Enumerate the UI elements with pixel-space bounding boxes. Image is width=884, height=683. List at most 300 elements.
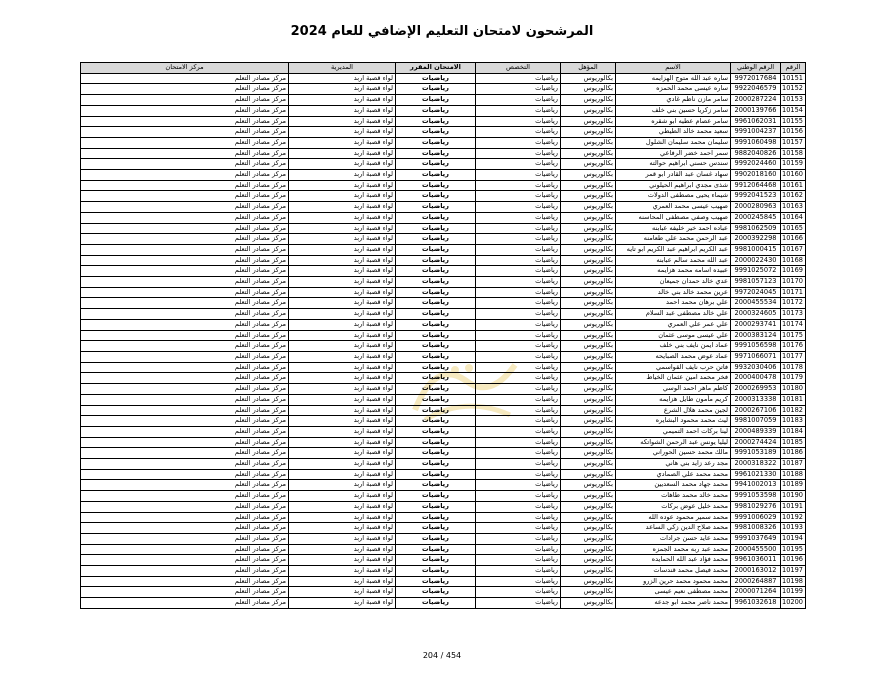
table-row — [81, 491, 806, 502]
directorate-cell: لواء قصبة اربد — [289, 491, 396, 502]
specialization-cell: رياضيات — [476, 330, 561, 341]
specialization-cell: رياضيات — [476, 491, 561, 502]
name-cell: محمد فؤاد عبد الله الحمايده — [616, 555, 731, 566]
name-cell: محمد سمير محمود عوده الله — [616, 512, 731, 523]
name-cell: فخر محمد امين عثمان الخياط — [616, 373, 731, 384]
national-id-cell: 9971066071 — [731, 351, 781, 362]
specialization-cell: رياضيات — [476, 394, 561, 405]
seq: 10200 — [781, 598, 806, 609]
qualification-cell: بكالوريوس — [561, 512, 616, 523]
header-exam: الامتحان المقرر — [396, 63, 476, 74]
table-row — [81, 159, 806, 170]
table-row — [81, 405, 806, 416]
directorate-cell: لواء قصبة اربد — [289, 84, 396, 95]
exam-cell: رياضيات — [396, 544, 476, 555]
national-id-cell: 9961032618 — [731, 598, 781, 609]
name-cell: لينا بركات احمد التميمي — [616, 426, 731, 437]
exam-cell: رياضيات — [396, 298, 476, 309]
national-id-cell: 2000269953 — [731, 384, 781, 395]
directorate-cell: لواء قصبة اربد — [289, 105, 396, 116]
national-id-cell: 9981007059 — [731, 416, 781, 427]
name-cell: عبد الكريم ابراهيم عبد الكريم ابو تايه — [616, 244, 731, 255]
seq: 10174 — [781, 319, 806, 330]
name-cell: محمد محمد علي الصمادي — [616, 469, 731, 480]
seq: 10164 — [781, 212, 806, 223]
exam-center-cell: مركز مصادر التعلم — [81, 480, 289, 491]
table-row — [81, 437, 806, 448]
table-body — [81, 73, 806, 608]
table-row — [81, 469, 806, 480]
qualification-cell: بكالوريوس — [561, 469, 616, 480]
name-cell: محمد فيصل محمد قندسات — [616, 566, 731, 577]
table-row — [81, 459, 806, 470]
seq: 10197 — [781, 566, 806, 577]
table-row — [81, 73, 806, 84]
exam-cell: رياضيات — [396, 362, 476, 373]
seq: 10172 — [781, 298, 806, 309]
seq: 10171 — [781, 287, 806, 298]
specialization-cell: رياضيات — [476, 373, 561, 384]
exam-cell: رياضيات — [396, 116, 476, 127]
qualification-cell: بكالوريوس — [561, 137, 616, 148]
seq: 10158 — [781, 148, 806, 159]
directorate-cell: لواء قصبة اربد — [289, 598, 396, 609]
exam-cell: رياضيات — [396, 266, 476, 277]
seq: 10184 — [781, 426, 806, 437]
specialization-cell: رياضيات — [476, 223, 561, 234]
seq: 10199 — [781, 587, 806, 598]
specialization-cell: رياضيات — [476, 480, 561, 491]
qualification-cell: بكالوريوس — [561, 105, 616, 116]
specialization-cell: رياضيات — [476, 148, 561, 159]
qualification-cell: بكالوريوس — [561, 84, 616, 95]
name-cell: لجين محمد هلال الشرع — [616, 405, 731, 416]
qualification-cell: بكالوريوس — [561, 127, 616, 138]
exam-center-cell: مركز مصادر التعلم — [81, 341, 289, 352]
seq: 10151 — [781, 73, 806, 84]
specialization-cell: رياضيات — [476, 555, 561, 566]
seq: 10178 — [781, 362, 806, 373]
national-id-cell: 2000264887 — [731, 576, 781, 587]
specialization-cell: رياضيات — [476, 459, 561, 470]
directorate-cell: لواء قصبة اربد — [289, 501, 396, 512]
national-id-cell: 9981008326 — [731, 523, 781, 534]
table-row — [81, 319, 806, 330]
qualification-cell: بكالوريوس — [561, 416, 616, 427]
national-id-cell: 9991053598 — [731, 491, 781, 502]
exam-cell: رياضيات — [396, 330, 476, 341]
exam-center-cell: مركز مصادر التعلم — [81, 587, 289, 598]
national-id-cell: 2000280963 — [731, 202, 781, 213]
directorate-cell: لواء قصبة اربد — [289, 448, 396, 459]
seq: 10188 — [781, 469, 806, 480]
exam-cell: رياضيات — [396, 234, 476, 245]
table-row — [81, 84, 806, 95]
directorate-cell: لواء قصبة اربد — [289, 405, 396, 416]
exam-center-cell: مركز مصادر التعلم — [81, 255, 289, 266]
seq: 10168 — [781, 255, 806, 266]
seq: 10162 — [781, 191, 806, 202]
specialization-cell: رياضيات — [476, 426, 561, 437]
exam-cell: رياضيات — [396, 587, 476, 598]
name-cell: شذى مجدي ابراهيم الحيلوني — [616, 180, 731, 191]
seq: 10194 — [781, 533, 806, 544]
specialization-cell: رياضيات — [476, 105, 561, 116]
exam-cell: رياضيات — [396, 255, 476, 266]
directorate-cell: لواء قصبة اربد — [289, 587, 396, 598]
seq: 10179 — [781, 373, 806, 384]
qualification-cell: بكالوريوس — [561, 426, 616, 437]
seq: 10180 — [781, 384, 806, 395]
specialization-cell: رياضيات — [476, 73, 561, 84]
qualification-cell: بكالوريوس — [561, 223, 616, 234]
qualification-cell: بكالوريوس — [561, 501, 616, 512]
specialization-cell: رياضيات — [476, 566, 561, 577]
directorate-cell: لواء قصبة اربد — [289, 426, 396, 437]
name-cell: صهيب عيسى محمد العمري — [616, 202, 731, 213]
qualification-cell: بكالوريوس — [561, 544, 616, 555]
specialization-cell: رياضيات — [476, 469, 561, 480]
directorate-cell: لواء قصبة اربد — [289, 512, 396, 523]
exam-center-cell: مركز مصادر التعلم — [81, 170, 289, 181]
seq: 10153 — [781, 95, 806, 106]
exam-cell: رياضيات — [396, 95, 476, 106]
name-cell: محمد ناصر محمد ابو جدعه — [616, 598, 731, 609]
header-exam-center: مركز الامتحان — [81, 63, 289, 74]
directorate-cell: لواء قصبة اربد — [289, 255, 396, 266]
header-seq: الرقم — [781, 63, 806, 74]
directorate-cell: لواء قصبة اربد — [289, 148, 396, 159]
qualification-cell: بكالوريوس — [561, 277, 616, 288]
name-cell: عبد الرحمن محمد علي طعامنه — [616, 234, 731, 245]
exam-center-cell: مركز مصادر التعلم — [81, 180, 289, 191]
exam-cell: رياضيات — [396, 576, 476, 587]
seq: 10190 — [781, 491, 806, 502]
exam-center-cell: مركز مصادر التعلم — [81, 469, 289, 480]
table-row — [81, 426, 806, 437]
qualification-cell: بكالوريوس — [561, 309, 616, 320]
national-id-cell: 2000274424 — [731, 437, 781, 448]
name-cell: شيماء يحيى مصطفى الدولات — [616, 191, 731, 202]
national-id-cell: 9981057123 — [731, 277, 781, 288]
directorate-cell: لواء قصبة اربد — [289, 170, 396, 181]
specialization-cell: رياضيات — [476, 180, 561, 191]
table-row — [81, 298, 806, 309]
exam-center-cell: مركز مصادر التعلم — [81, 523, 289, 534]
name-cell: ليث محمد محمود البشايره — [616, 416, 731, 427]
table-row — [81, 512, 806, 523]
qualification-cell: بكالوريوس — [561, 95, 616, 106]
directorate-cell: لواء قصبة اربد — [289, 277, 396, 288]
table-row — [81, 330, 806, 341]
qualification-cell: بكالوريوس — [561, 330, 616, 341]
seq: 10177 — [781, 351, 806, 362]
national-id-cell: 2000022430 — [731, 255, 781, 266]
name-cell: عباده احمد خير خليفه عبابنه — [616, 223, 731, 234]
table-row — [81, 533, 806, 544]
directorate-cell: لواء قصبة اربد — [289, 309, 396, 320]
name-cell: محمد جهاد محمد السعديين — [616, 480, 731, 491]
specialization-cell: رياضيات — [476, 501, 561, 512]
qualification-cell: بكالوريوس — [561, 170, 616, 181]
exam-cell: رياضيات — [396, 426, 476, 437]
table-row — [81, 576, 806, 587]
exam-cell: رياضيات — [396, 137, 476, 148]
exam-cell: رياضيات — [396, 416, 476, 427]
exam-cell: رياضيات — [396, 555, 476, 566]
name-cell: محمد خالد محمد طاهات — [616, 491, 731, 502]
name-cell: صهيب وصفي مصطفى المحاسنه — [616, 212, 731, 223]
specialization-cell: رياضيات — [476, 448, 561, 459]
exam-cell: رياضيات — [396, 309, 476, 320]
exam-cell: رياضيات — [396, 459, 476, 470]
table-row — [81, 266, 806, 277]
name-cell: عرين محمد خالد بني خالد — [616, 287, 731, 298]
exam-center-cell: مركز مصادر التعلم — [81, 416, 289, 427]
exam-center-cell: مركز مصادر التعلم — [81, 212, 289, 223]
table-row — [81, 362, 806, 373]
specialization-cell: رياضيات — [476, 544, 561, 555]
national-id-cell: 9972024045 — [731, 287, 781, 298]
specialization-cell: رياضيات — [476, 266, 561, 277]
table-row — [81, 170, 806, 181]
national-id-cell: 2000383124 — [731, 330, 781, 341]
exam-cell: رياضيات — [396, 501, 476, 512]
name-cell: عبد الله محمد سالم عبابنه — [616, 255, 731, 266]
table-row — [81, 223, 806, 234]
table-row — [81, 148, 806, 159]
name-cell: سعيد محمد خالد الطيطي — [616, 127, 731, 138]
national-id-cell: 2000455534 — [731, 298, 781, 309]
header-specialization: التخصص — [476, 63, 561, 74]
exam-center-cell: مركز مصادر التعلم — [81, 330, 289, 341]
national-id-cell: 2000324605 — [731, 309, 781, 320]
table-row — [81, 116, 806, 127]
qualification-cell: بكالوريوس — [561, 587, 616, 598]
seq: 10157 — [781, 137, 806, 148]
specialization-cell: رياضيات — [476, 244, 561, 255]
specialization-cell: رياضيات — [476, 351, 561, 362]
seq: 10165 — [781, 223, 806, 234]
qualification-cell: بكالوريوس — [561, 566, 616, 577]
specialization-cell: رياضيات — [476, 576, 561, 587]
header-name: الاسم — [616, 63, 731, 74]
specialization-cell: رياضيات — [476, 298, 561, 309]
header-qualification: المؤهل — [561, 63, 616, 74]
directorate-cell: لواء قصبة اربد — [289, 351, 396, 362]
directorate-cell: لواء قصبة اربد — [289, 191, 396, 202]
exam-cell: رياضيات — [396, 223, 476, 234]
directorate-cell: لواء قصبة اربد — [289, 266, 396, 277]
qualification-cell: بكالوريوس — [561, 448, 616, 459]
specialization-cell: رياضيات — [476, 170, 561, 181]
table-row — [81, 95, 806, 106]
specialization-cell: رياضيات — [476, 405, 561, 416]
seq: 10182 — [781, 405, 806, 416]
name-cell: محمد صلاح الدين زكي الساعد — [616, 523, 731, 534]
specialization-cell: رياضيات — [476, 116, 561, 127]
seq: 10198 — [781, 576, 806, 587]
table-row — [81, 416, 806, 427]
exam-cell: رياضيات — [396, 105, 476, 116]
national-id-cell: 9981029276 — [731, 501, 781, 512]
table-row — [81, 244, 806, 255]
national-id-cell: 9912064468 — [731, 180, 781, 191]
national-id-cell: 2000318322 — [731, 459, 781, 470]
exam-center-cell: مركز مصادر التعلم — [81, 533, 289, 544]
qualification-cell: بكالوريوس — [561, 405, 616, 416]
name-cell: عدي خالد حمدان جميعان — [616, 277, 731, 288]
qualification-cell: بكالوريوس — [561, 362, 616, 373]
qualification-cell: بكالوريوس — [561, 202, 616, 213]
exam-cell: رياضيات — [396, 202, 476, 213]
directorate-cell: لواء قصبة اربد — [289, 437, 396, 448]
seq: 10154 — [781, 105, 806, 116]
national-id-cell: 9972017684 — [731, 73, 781, 84]
exam-cell: رياضيات — [396, 191, 476, 202]
exam-cell: رياضيات — [396, 469, 476, 480]
name-cell: ساره عبد الله متوج الهزايمه — [616, 73, 731, 84]
exam-center-cell: مركز مصادر التعلم — [81, 95, 289, 106]
qualification-cell: بكالوريوس — [561, 523, 616, 534]
specialization-cell: رياضيات — [476, 202, 561, 213]
exam-cell: رياضيات — [396, 491, 476, 502]
directorate-cell: لواء قصبة اربد — [289, 223, 396, 234]
exam-cell: رياضيات — [396, 277, 476, 288]
specialization-cell: رياضيات — [476, 127, 561, 138]
exam-center-cell: مركز مصادر التعلم — [81, 448, 289, 459]
exam-center-cell: مركز مصادر التعلم — [81, 384, 289, 395]
exam-cell: رياضيات — [396, 384, 476, 395]
table-row — [81, 384, 806, 395]
directorate-cell: لواء قصبة اربد — [289, 212, 396, 223]
name-cell: محمد مصطفى نعيم عيسى — [616, 587, 731, 598]
exam-cell: رياضيات — [396, 73, 476, 84]
national-id-cell: 9961021330 — [731, 469, 781, 480]
name-cell: سندس حسني ابراهيم حوالته — [616, 159, 731, 170]
exam-cell: رياضيات — [396, 512, 476, 523]
name-cell: كريم مأمون طايل هزايمه — [616, 394, 731, 405]
seq: 10166 — [781, 234, 806, 245]
national-id-cell: 9981062509 — [731, 223, 781, 234]
table-row — [81, 544, 806, 555]
table-row — [81, 598, 806, 609]
exam-cell: رياضيات — [396, 523, 476, 534]
table-row — [81, 523, 806, 534]
seq: 10191 — [781, 501, 806, 512]
national-id-cell: 9902018160 — [731, 170, 781, 181]
national-id-cell: 2000455500 — [731, 544, 781, 555]
directorate-cell: لواء قصبة اربد — [289, 116, 396, 127]
name-cell: سهاد غسان عبد القادر ابو قمر — [616, 170, 731, 181]
exam-cell: رياضيات — [396, 148, 476, 159]
seq: 10161 — [781, 180, 806, 191]
exam-center-cell: مركز مصادر التعلم — [81, 319, 289, 330]
directorate-cell: لواء قصبة اربد — [289, 566, 396, 577]
national-id-cell: 2000489339 — [731, 426, 781, 437]
directorate-cell: لواء قصبة اربد — [289, 298, 396, 309]
qualification-cell: بكالوريوس — [561, 191, 616, 202]
name-cell: علي برهان محمد احمد — [616, 298, 731, 309]
qualification-cell: بكالوريوس — [561, 373, 616, 384]
directorate-cell: لواء قصبة اربد — [289, 480, 396, 491]
exam-cell: رياضيات — [396, 533, 476, 544]
exam-center-cell: مركز مصادر التعلم — [81, 426, 289, 437]
exam-cell: رياضيات — [396, 127, 476, 138]
exam-cell: رياضيات — [396, 319, 476, 330]
table-header-row — [81, 63, 806, 74]
directorate-cell: لواء قصبة اربد — [289, 544, 396, 555]
qualification-cell: بكالوريوس — [561, 266, 616, 277]
specialization-cell: رياضيات — [476, 277, 561, 288]
qualification-cell: بكالوريوس — [561, 480, 616, 491]
table-row — [81, 373, 806, 384]
directorate-cell: لواء قصبة اربد — [289, 416, 396, 427]
directorate-cell: لواء قصبة اربد — [289, 180, 396, 191]
directorate-cell: لواء قصبة اربد — [289, 202, 396, 213]
page-number: 204 / 454 — [422, 651, 462, 660]
table-row — [81, 448, 806, 459]
header-national-id: الرقم الوطني — [731, 63, 781, 74]
exam-center-cell: مركز مصادر التعلم — [81, 234, 289, 245]
exam-cell: رياضيات — [396, 598, 476, 609]
qualification-cell: بكالوريوس — [561, 298, 616, 309]
table-row — [81, 127, 806, 138]
national-id-cell: 2000293741 — [731, 319, 781, 330]
exam-cell: رياضيات — [396, 351, 476, 362]
exam-cell: رياضيات — [396, 341, 476, 352]
exam-cell: رياضيات — [396, 170, 476, 181]
name-cell: ساره عيسى محمد الحمزه — [616, 84, 731, 95]
exam-center-cell: مركز مصادر التعلم — [81, 362, 289, 373]
directorate-cell: لواء قصبة اربد — [289, 341, 396, 352]
directorate-cell: لواء قصبة اربد — [289, 95, 396, 106]
candidates-table — [80, 62, 806, 609]
seq: 10152 — [781, 84, 806, 95]
specialization-cell: رياضيات — [476, 191, 561, 202]
seq: 10185 — [781, 437, 806, 448]
directorate-cell: لواء قصبة اربد — [289, 459, 396, 470]
national-id-cell: 2000163012 — [731, 566, 781, 577]
directorate-cell: لواء قصبة اربد — [289, 127, 396, 138]
table-row — [81, 351, 806, 362]
seq: 10186 — [781, 448, 806, 459]
exam-cell: رياضيات — [396, 480, 476, 491]
national-id-cell: 2000287224 — [731, 95, 781, 106]
qualification-cell: بكالوريوس — [561, 212, 616, 223]
national-id-cell: 2000267106 — [731, 405, 781, 416]
seq: 10183 — [781, 416, 806, 427]
qualification-cell: بكالوريوس — [561, 234, 616, 245]
qualification-cell: بكالوريوس — [561, 598, 616, 609]
table-row — [81, 566, 806, 577]
exam-center-cell: مركز مصادر التعلم — [81, 148, 289, 159]
name-cell: سامر زكريا حسين بني خلف — [616, 105, 731, 116]
qualification-cell: بكالوريوس — [561, 287, 616, 298]
table-row — [81, 202, 806, 213]
specialization-cell: رياضيات — [476, 212, 561, 223]
directorate-cell: لواء قصبة اربد — [289, 244, 396, 255]
table-row — [81, 212, 806, 223]
exam-center-cell: مركز مصادر التعلم — [81, 277, 289, 288]
name-cell: ليليا يونس عبد الرحمن الشواتكه — [616, 437, 731, 448]
specialization-cell: رياضيات — [476, 362, 561, 373]
national-id-cell: 9882040826 — [731, 148, 781, 159]
qualification-cell: بكالوريوس — [561, 159, 616, 170]
name-cell: علي عمر علي العمري — [616, 319, 731, 330]
qualification-cell: بكالوريوس — [561, 437, 616, 448]
national-id-cell: 9941002013 — [731, 480, 781, 491]
